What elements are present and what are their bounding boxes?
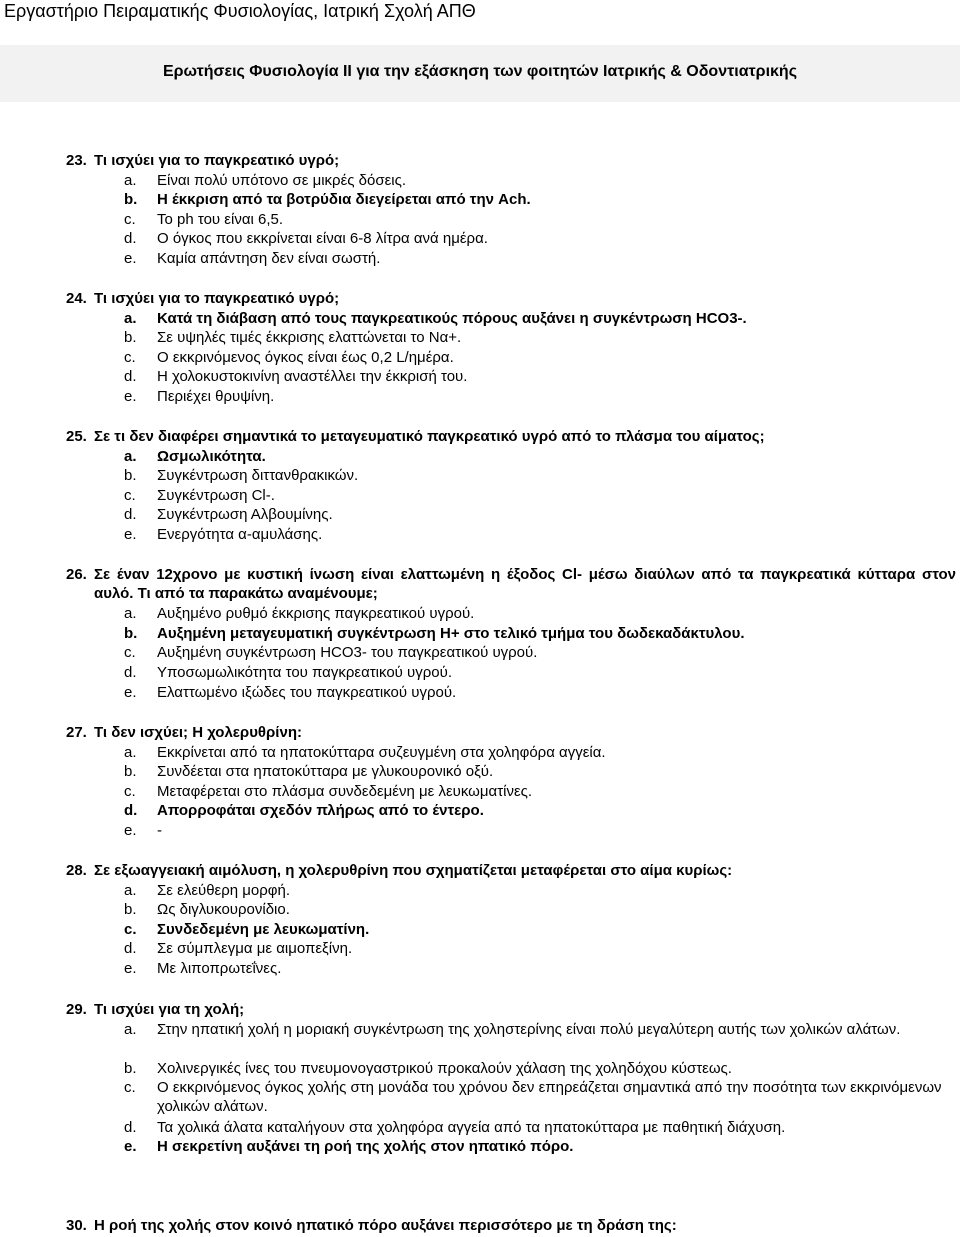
option-key: c. (124, 920, 137, 938)
question-text: Τι ισχύει για τη χολή; (94, 1001, 245, 1018)
option-text: Συνδεδεμένη με λευκωματίνη. (157, 920, 370, 938)
option-key: d. (124, 802, 138, 820)
option-text: Ενεργότητα α-αμυλάσης. (157, 526, 323, 543)
option-key: b. (124, 467, 137, 485)
option-key: e. (124, 683, 137, 701)
option-key: e. (124, 526, 137, 543)
option-text: Χολινεργικές ίνες του πνευμονογαστρικού προκαλούν χάλαση της χοληδόχου κύστεως. (157, 1059, 732, 1077)
option-key: a. (124, 447, 137, 465)
question-text: Τι ισχύει για το παγκρεατικό υγρό; (94, 290, 340, 307)
question-number: 29. (66, 1001, 87, 1018)
question-number: 27. (66, 724, 87, 741)
option-text: Συγκέντρωση διττανθρακικών. (157, 467, 359, 485)
option-text: Στην ηπατική χολή η μοριακή συγκέντρωση της χοληστερίνης είναι πολύ μεγαλύτερη αυτής των χολικών αλάτων. (157, 1020, 901, 1038)
option-text: Είναι πολύ υπότονο σε μικρές δόσεις. (157, 171, 407, 189)
option-text: Αυξημένο ρυθμό έκκρισης παγκρεατικού υγρού. (157, 605, 475, 623)
option-text: Συγκέντρωση Αλβουμίνης. (157, 506, 333, 524)
option-key: d. (124, 230, 137, 248)
option-text: Το ph του είναι 6,5. (157, 210, 284, 228)
option-text: - (157, 822, 162, 839)
option-key: d. (124, 1118, 137, 1136)
option-text: Καμία απάντηση δεν είναι σωστή. (157, 250, 381, 267)
option-text: Κατά τη διάβαση από τους παγκρεατικούς πόρους αυξάνει η συγκέντρωση HCO3-. (157, 309, 747, 327)
option-key: a. (124, 1020, 137, 1038)
question-text: Τι ισχύει για το παγκρεατικό υγρό; (94, 152, 340, 169)
option-key: b. (124, 191, 138, 209)
option-key: c. (124, 210, 136, 228)
option-key: a. (124, 309, 137, 327)
question-text: Σε εξωαγγειακή αιμόλυση, η χολερυθρίνη που σχηματίζεται μεταφέρεται στο αίμα κυρίως: (94, 862, 733, 879)
question-text: Σε έναν 12χρονο με κυστική ίνωση είναι ελαττωμένη η έξοδος Cl- μέσω διαύλων από τα παγκρεατικά κύτταρα στον αυλό. Τι από τα παρακάτω αναμένουμε; (94, 566, 956, 602)
option-text: Υποσωμωλικότητα του παγκρεατικού υγρού. (157, 664, 452, 681)
option-text: Σε ελεύθερη μορφή. (157, 881, 291, 899)
option-key: a. (124, 605, 137, 623)
question-number: 23. (66, 152, 87, 169)
option-key: c. (124, 1079, 136, 1097)
option-text: Σε σύμπλεγμα με αιμοπεξίνη. (157, 940, 353, 958)
option-text: Απορροφάται σχεδόν πλήρως από το έντερο. (157, 802, 484, 820)
option-key: a. (124, 881, 137, 899)
option-text: Με λιποπρωτεΐνες. (157, 960, 282, 977)
option-text: Συνδέεται στα ηπατοκύτταρα με γλυκουρονικό οξύ. (157, 763, 494, 781)
option-key: c. (124, 782, 136, 800)
question-text: Η ροή της χολής στον κοινό ηπατικό πόρο αυξάνει περισσότερο με τη δράση της: (94, 1217, 677, 1234)
option-key: b. (124, 1059, 137, 1077)
option-text: Η χολοκυστοκινίνη αναστέλλει την έκκρισή του. (157, 368, 468, 386)
question-text: Τι δεν ισχύει; Η χολερυθρίνη: (94, 724, 302, 741)
question-number: 28. (66, 862, 87, 879)
option-key: a. (124, 743, 137, 761)
option-text: Η έκκριση από τα βοτρύδια διεγείρεται από την Ach. (157, 191, 531, 209)
document-title: Ερωτήσεις Φυσιολογία ΙΙ για την εξάσκηση των φοιτητών Ιατρικής & Οδοντιατρικής (162, 63, 798, 80)
option-key: a. (124, 171, 137, 189)
option-text: Η σεκρετίνη αυξάνει τη ροή της χολής στον ηπατικό πόρο. (157, 1138, 574, 1156)
option-key: d. (124, 940, 137, 958)
option-text: Συγκέντρωση Cl-. (157, 486, 275, 504)
option-key: c. (124, 486, 136, 504)
option-key: e. (124, 1138, 137, 1156)
question-number: 25. (66, 428, 87, 445)
question-number: 30. (66, 1217, 87, 1234)
option-key: b. (124, 763, 137, 781)
option-text: Σε υψηλές τιμές έκκρισης ελαττώνεται το Να+. (157, 329, 462, 347)
option-text: Ο εκκρινόμενος όγκος είναι έως 0,2 L/ημέρα. (157, 348, 454, 366)
option-text: Ο εκκρινόμενος όγκος χολής στη μονάδα του χρόνου δεν επηρεάζεται σημαντικά από την ποσότητα των εκκρινόμενων χολικών αλάτων. (157, 1079, 942, 1116)
option-key: e. (124, 960, 137, 977)
question-number: 26. (66, 566, 87, 583)
option-text: Εκκρίνεται από τα ηπατοκύτταρα συζευγμένη στα χοληφόρα αγγεία. (157, 743, 606, 761)
option-key: c. (124, 348, 136, 366)
option-text: Ωσμωλικότητα. (157, 447, 266, 465)
option-text: Αυξημένη συγκέντρωση HCO3- του παγκρεατικού υγρού. (157, 644, 538, 662)
lab-name: Εργαστήριο Πειραματικής Φυσιολογίας, Ιατρική Σχολή ΑΠΘ (4, 1, 476, 21)
option-text: Αυξημένη μεταγευματική συγκέντρωση Η+ στο τελικό τμήμα του δωδεκαδάκτυλου. (157, 624, 745, 642)
option-text: Ως διγλυκουρονίδιο. (157, 901, 290, 919)
option-key: e. (124, 822, 137, 839)
option-key: b. (124, 329, 137, 347)
option-key: b. (124, 624, 138, 642)
option-key: e. (124, 388, 137, 405)
question-number: 24. (66, 290, 87, 307)
option-text: Τα χολικά άλατα καταλήγουν στα χοληφόρα αγγεία από τα ηπατοκύτταρα με παθητική διάχυση. (157, 1118, 786, 1136)
option-text: Περιέχει θρυψίνη. (157, 388, 275, 405)
option-text: Μεταφέρεται στο πλάσμα συνδεδεμένη με λευκωματίνες. (157, 782, 533, 800)
option-text: Ο όγκος που εκκρίνεται είναι 6-8 λίτρα ανά ημέρα. (157, 230, 488, 248)
option-key: d. (124, 664, 137, 681)
question-text: Σε τι δεν διαφέρει σημαντικά το μεταγευματικό παγκρεατικό υγρό από το πλάσμα του αίματος; (94, 428, 765, 445)
option-key: c. (124, 644, 136, 662)
option-key: d. (124, 506, 137, 524)
option-key: b. (124, 901, 137, 919)
option-key: e. (124, 250, 137, 267)
option-text: Ελαττωμένο ιξώδες του παγκρεατικού υγρού. (157, 683, 457, 701)
option-key: d. (124, 368, 137, 386)
